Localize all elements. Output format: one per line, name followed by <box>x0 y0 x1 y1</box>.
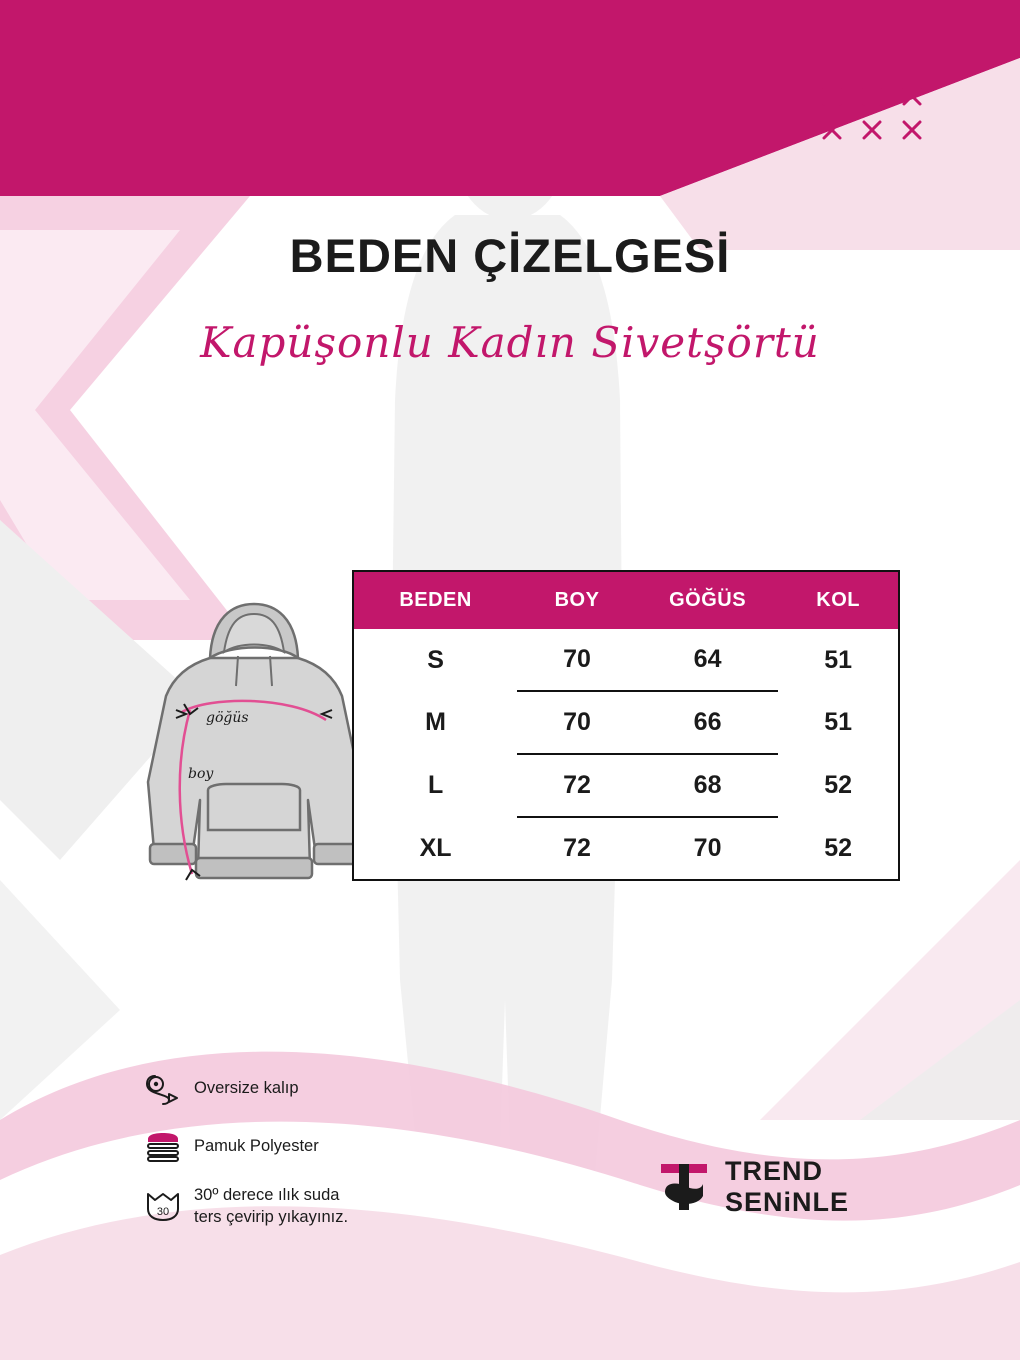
table-header-row <box>354 572 898 629</box>
size-table-container <box>352 570 900 881</box>
cell-boy: 72 <box>517 817 637 879</box>
cell-gogus: 70 <box>637 817 778 879</box>
cell-size: L <box>427 771 444 799</box>
size-table-body <box>354 629 898 879</box>
feature-label: Oversize kalıp <box>194 1078 299 1097</box>
fabric-stack-icon <box>140 1126 186 1166</box>
header-beden: BEDEN <box>354 572 517 629</box>
cell-gogus: 64 <box>693 645 722 673</box>
feature-item-fabric <box>140 1126 470 1166</box>
hoodie-illustration <box>140 600 370 900</box>
cell-kol: 51 <box>824 645 853 674</box>
size-table-head <box>354 572 898 629</box>
chest-measure-label: göğüs <box>206 710 249 726</box>
cell-kol: 51 <box>824 708 853 736</box>
cell-gogus: 66 <box>637 691 778 754</box>
wash-temperature-label: 30 <box>156 1206 170 1219</box>
cell-size: M <box>425 708 446 736</box>
brand-logo <box>655 1158 849 1216</box>
brand-line-2: SENiNLE <box>725 1187 850 1217</box>
trend-seninle-mark-icon <box>655 1158 713 1216</box>
brand-wordmark <box>725 1158 849 1216</box>
feature-item-fit <box>140 1068 470 1108</box>
cross-marks-decoration <box>820 84 930 142</box>
feature-label: Pamuk Polyester <box>194 1136 319 1155</box>
table-row <box>354 754 898 817</box>
length-measure-label: boy <box>188 766 214 782</box>
header-boy: BOY <box>517 572 637 629</box>
cell-gogus: 68 <box>637 754 778 817</box>
table-row <box>354 691 898 754</box>
page-subtitle: Kapüşonlu Kadın Sivetşörtü <box>200 318 820 367</box>
cell-boy: 70 <box>517 691 637 754</box>
feature-list <box>140 1068 470 1247</box>
page-title: BEDEN ÇİZELGESİ <box>289 229 731 282</box>
brand-line-1: TREND <box>725 1156 823 1186</box>
table-row <box>354 629 898 691</box>
cell-size: XL <box>419 833 452 862</box>
feature-item-wash <box>140 1184 470 1229</box>
cell-kol: 52 <box>824 833 853 862</box>
cell-boy: 70 <box>563 645 591 673</box>
table-row <box>354 817 898 879</box>
feature-label-line1: 30º derece ılık suda <box>194 1186 340 1204</box>
header-gogus: GÖĞÜS <box>637 572 778 629</box>
header-kol: KOL <box>778 572 898 629</box>
wash-30-icon <box>140 1186 186 1226</box>
tape-measure-icon <box>140 1068 186 1108</box>
cell-kol: 52 <box>824 771 853 799</box>
feature-label-line2: ters çevirip yıkayınız. <box>194 1208 349 1227</box>
feature-label <box>186 1184 348 1229</box>
cell-size: S <box>427 645 444 674</box>
cell-boy: 72 <box>517 754 637 817</box>
size-table <box>354 572 898 879</box>
